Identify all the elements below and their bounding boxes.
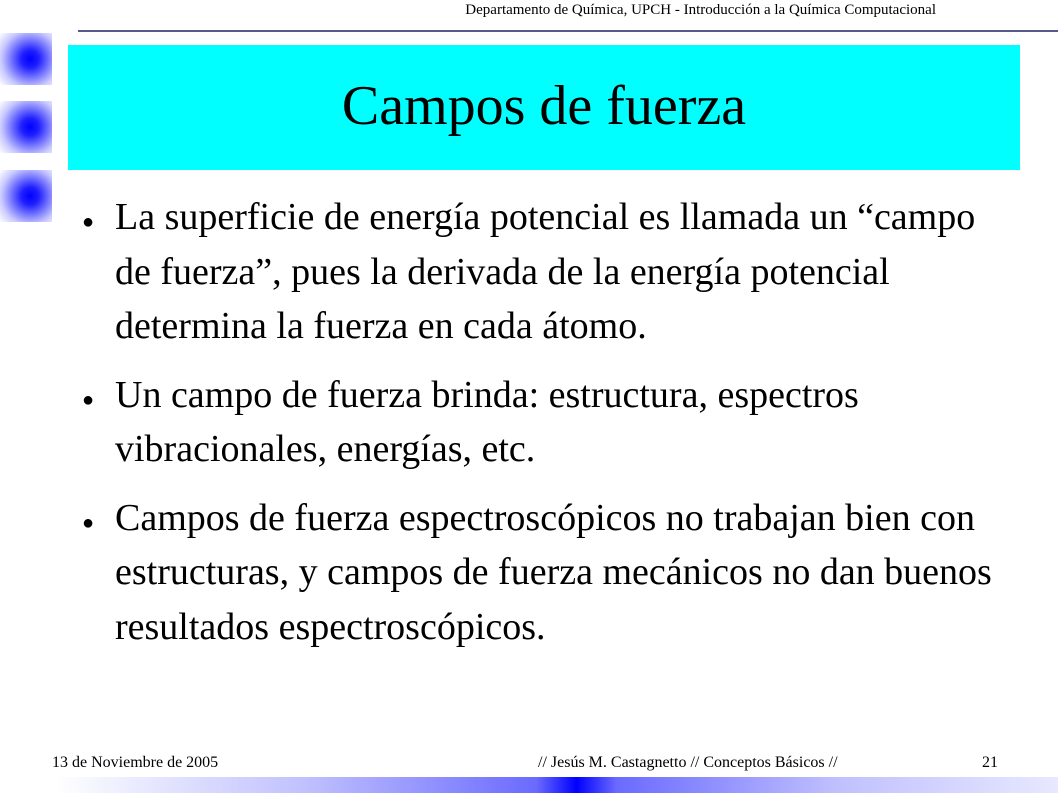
header-rule	[78, 30, 1058, 32]
title-box	[68, 45, 1020, 170]
footer-date: 13 de Noviembre de 2005	[52, 754, 219, 771]
bullet-item	[82, 368, 1022, 477]
bullet-list	[82, 190, 1022, 668]
bullet-icon: ●	[82, 388, 95, 411]
header-text: Departamento de Química, UPCH - Introducción a la Química Computacional	[465, 2, 936, 18]
bullet-text: La superficie de energía potencial es llamada un “campo de fuerza”, pues la derivada de la energía potencial determina la fuerza en cada átomo.	[115, 196, 976, 347]
bullet-icon: ●	[82, 511, 95, 534]
decorative-square-3	[0, 170, 52, 222]
bullet-text: Campos de fuerza espectroscópicos no trabajan bien con estructuras, y campos de fuerza mecánicos no dan buenos resultados espectroscópicos.	[115, 496, 992, 648]
bullet-item	[82, 491, 1022, 655]
bullet-icon: ●	[82, 211, 95, 233]
slide-title: Campos de fuerza	[341, 74, 747, 137]
bullet-item	[82, 190, 1022, 354]
page-number: 21	[982, 754, 998, 771]
decorative-square-2	[0, 101, 52, 153]
footer-author: // Jesús M. Castagnetto // Conceptos Básicos //	[538, 754, 838, 771]
bottom-gradient-bar	[55, 777, 1058, 793]
decorative-square-1	[0, 33, 52, 85]
bullet-text: Un campo de fuerza brinda: estructura, espectros vibracionales, energías, etc.	[115, 373, 859, 470]
